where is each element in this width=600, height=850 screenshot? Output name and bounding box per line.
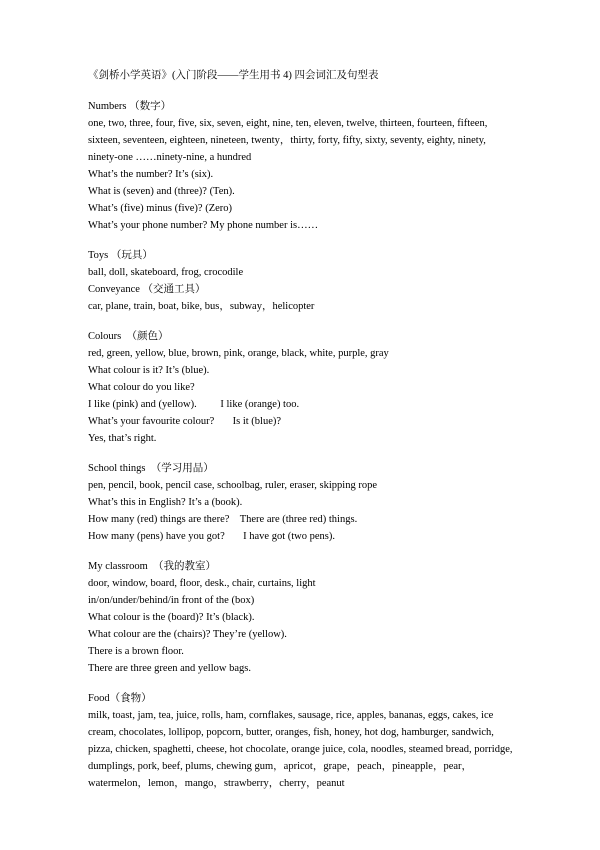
- text-line: Yes, that’s right.: [88, 433, 157, 444]
- text-line: What is (seven) and (three)? (Ten).: [88, 186, 235, 197]
- text-line: I like (pink) and (yellow). I like (orange) too.: [88, 399, 300, 410]
- text-line: There are three green and yellow bags.: [88, 663, 251, 674]
- text-line: What’s this in English? It’s a (book).: [88, 497, 243, 508]
- document-section: [88, 558, 514, 677]
- text-line: ball, doll, skateboard, frog, crocodile: [88, 267, 244, 278]
- text-line: What’s (five) minus (five)? (Zero): [88, 203, 233, 214]
- document-body: [88, 98, 514, 792]
- section-heading: Colours （颜色）: [88, 331, 169, 342]
- text-line: Conveyance （交通工具）: [88, 284, 206, 295]
- document-section: [88, 247, 514, 315]
- text-line: What colour is it? It’s (blue).: [88, 365, 210, 376]
- section-heading: Numbers （数字）: [88, 101, 172, 112]
- text-line: What’s your favourite colour? Is it (blue)?: [88, 416, 282, 427]
- text-line: What colour is the (board)? It’s (black).: [88, 612, 255, 623]
- text-line: What colour do you like?: [88, 382, 195, 393]
- text-line: car, plane, train, boat, bike, bus，subway，helicopter: [88, 301, 315, 312]
- document-section: [88, 460, 514, 545]
- text-line: milk, toast, jam, tea, juice, rolls, ham, cornflakes, sausage, rice, apples, bananas, eggs, cakes, ice cream, chocolates, lollipop, popcorn, butter, oranges, fish, honey, hot dog, hamburger, sandwich, pizza, chicken, spaghetti, cheese, hot chocolate, orange juice, cola, noodles, steamed bread, porridge, dumplings, pork, beef, plums, chewing gum，apricot，grape，peach，pineapple，pear，watermelon，lemon，mango，strawberry，cherry，peanut: [88, 710, 516, 789]
- section-heading: Toys （玩具）: [88, 250, 153, 261]
- document-title: 《剑桥小学英语》(入门阶段——学生用书 4) 四会词汇及句型表: [88, 70, 379, 81]
- text-line: door, window, board, floor, desk., chair, curtains, light: [88, 578, 316, 589]
- text-line: What’s your phone number? My phone number is……: [88, 220, 319, 231]
- section-heading: Food（食物）: [88, 693, 152, 704]
- section-heading: My classroom （我的教室）: [88, 561, 217, 572]
- text-line: pen, pencil, book, pencil case, schoolbag, ruler, eraser, skipping rope: [88, 480, 377, 491]
- document-section: [88, 328, 514, 447]
- text-line: What colour are the (chairs)? They’re (yellow).: [88, 629, 287, 640]
- text-line: How many (red) things are there? There are (three red) things.: [88, 514, 358, 525]
- text-line: There is a brown floor.: [88, 646, 184, 657]
- section-heading: School things （学习用品）: [88, 463, 214, 474]
- text-line: What’s the number? It’s (six).: [88, 169, 214, 180]
- text-line: How many (pens) have you got? I have got (two pens).: [88, 531, 335, 542]
- text-line: in/on/under/behind/in front of the (box): [88, 595, 255, 606]
- document-section: [88, 690, 514, 792]
- text-line: one, two, three, four, five, six, seven, eight, nine, ten, eleven, twelve, thirteen, fourteen, fifteen, sixteen, seventeen, eighteen, nineteen, twenty，thirty, forty, fifty, sixty, seventy, eighty, ninety, ninety-one ……ninety-nine, a hundred: [88, 118, 490, 163]
- text-line: red, green, yellow, blue, brown, pink, orange, black, white, purple, gray: [88, 348, 389, 359]
- document-section: [88, 98, 514, 234]
